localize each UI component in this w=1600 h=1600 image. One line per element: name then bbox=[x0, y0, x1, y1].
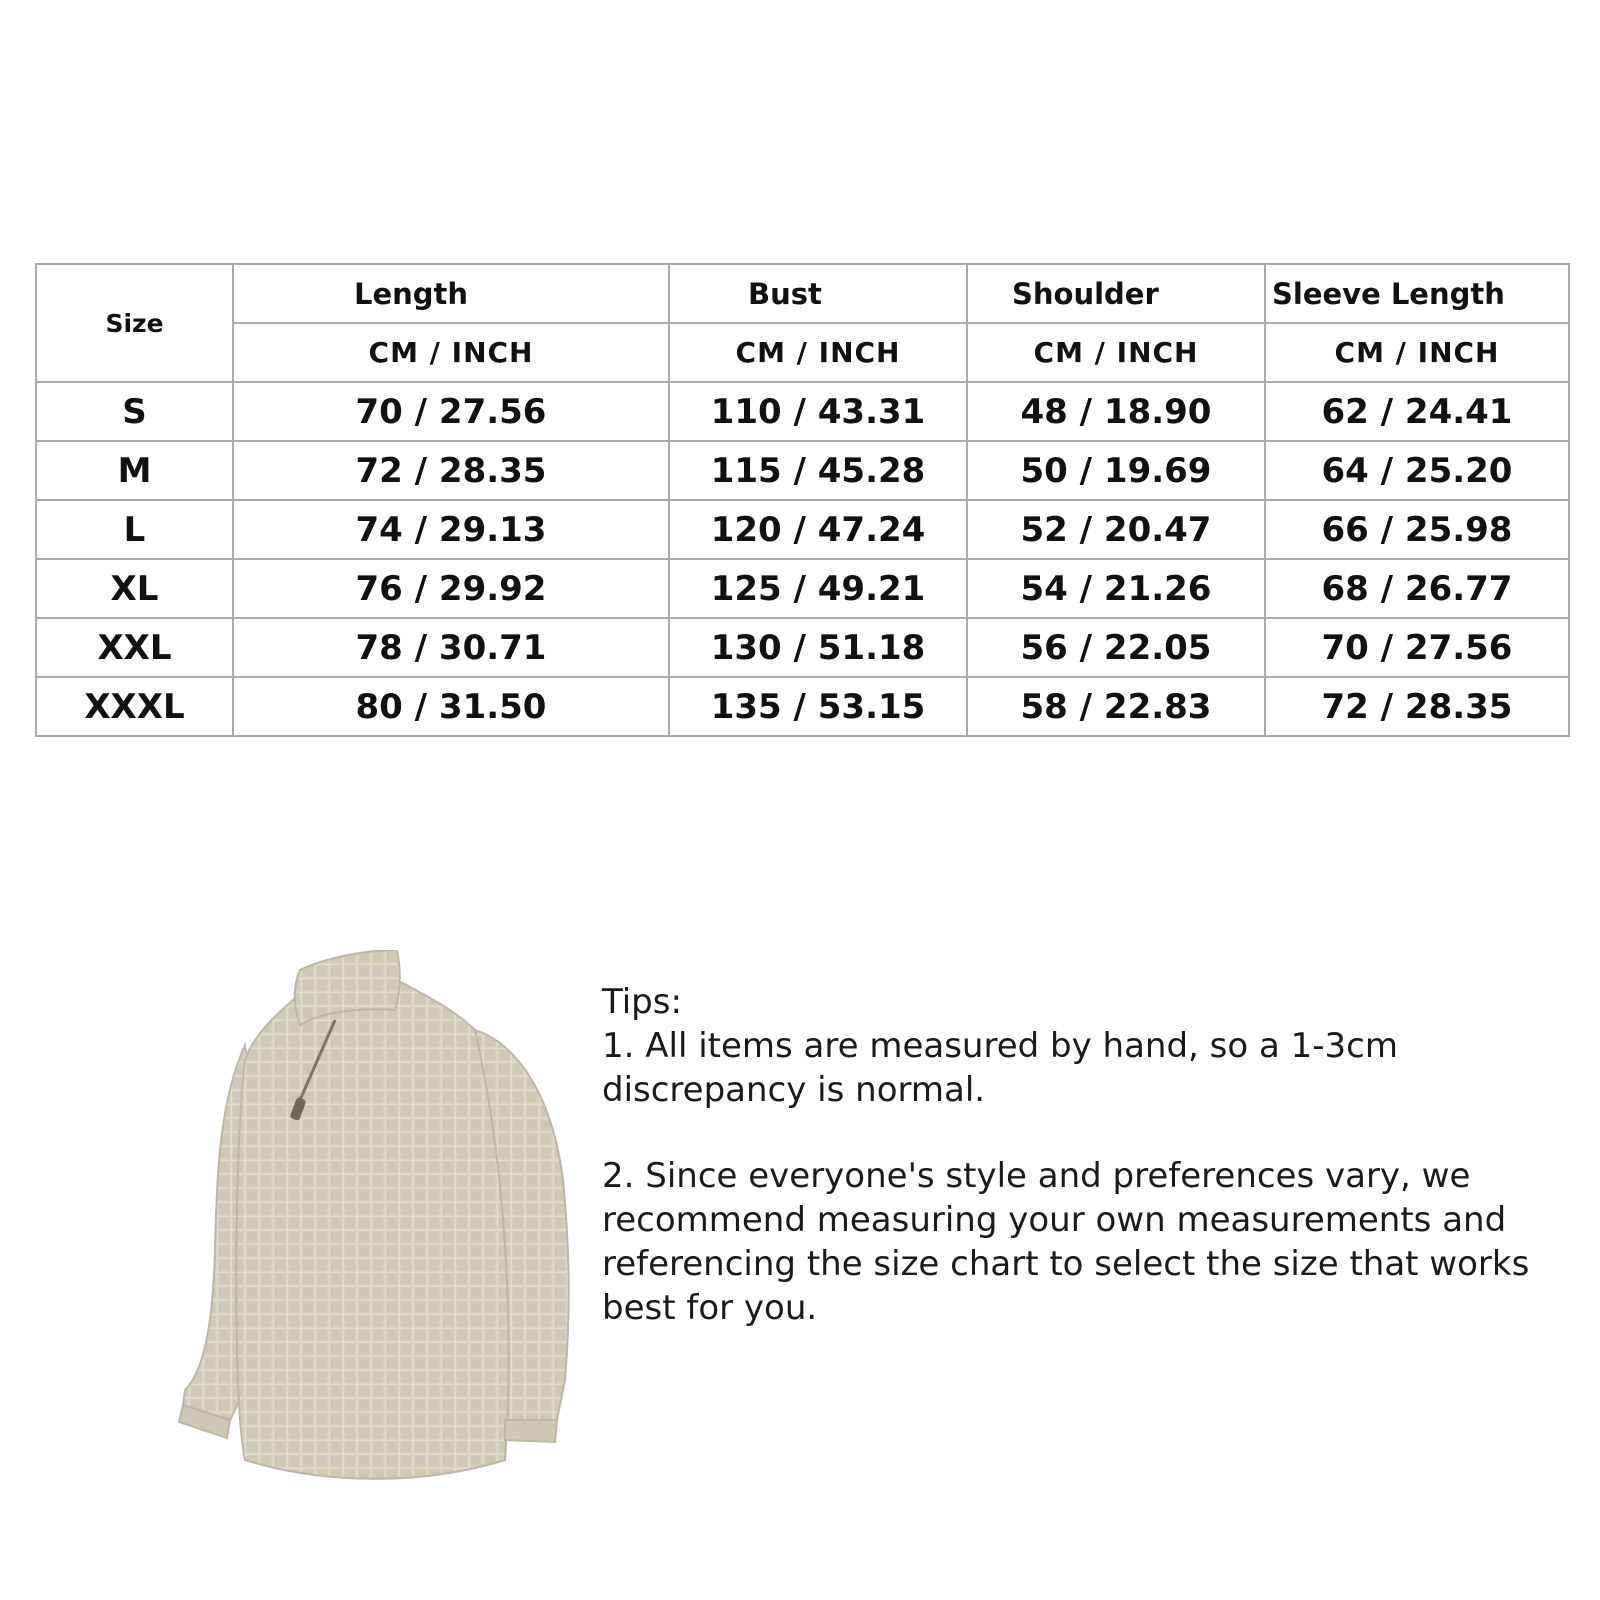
tips-heading: Tips: bbox=[602, 982, 682, 1022]
size-chart-table bbox=[35, 263, 1570, 737]
bust-cell: 110 / 43.31 bbox=[669, 382, 967, 441]
bust-cell: 135 / 53.15 bbox=[669, 677, 967, 736]
length-cell: 70 / 27.56 bbox=[233, 382, 669, 441]
shoulder-cell: 48 / 18.90 bbox=[967, 382, 1265, 441]
sleeve-length-cell: 70 / 27.56 bbox=[1265, 618, 1569, 677]
length-unit: CM / INCH bbox=[233, 323, 669, 382]
length-cell: 78 / 30.71 bbox=[233, 618, 669, 677]
shoulder-cell: 56 / 22.05 bbox=[967, 618, 1265, 677]
table-row bbox=[36, 559, 1569, 618]
bust-cell: 120 / 47.24 bbox=[669, 500, 967, 559]
sleeve-length-cell: 72 / 28.35 bbox=[1265, 677, 1569, 736]
table-row bbox=[36, 618, 1569, 677]
shoulder-cell: 54 / 21.26 bbox=[967, 559, 1265, 618]
sleeve-length-cell: 66 / 25.98 bbox=[1265, 500, 1569, 559]
size-cell: XL bbox=[36, 559, 233, 618]
bust-unit: CM / INCH bbox=[669, 323, 967, 382]
size-cell: XXL bbox=[36, 618, 233, 677]
quarter-zip-sweater-icon bbox=[175, 950, 595, 1490]
size-header: Size bbox=[36, 264, 233, 382]
table-row bbox=[36, 441, 1569, 500]
length-cell: 76 / 29.92 bbox=[233, 559, 669, 618]
shoulder-unit: CM / INCH bbox=[967, 323, 1265, 382]
sleeve-length-cell: 62 / 24.41 bbox=[1265, 382, 1569, 441]
bust-cell: 125 / 49.21 bbox=[669, 559, 967, 618]
shoulder-cell: 52 / 20.47 bbox=[967, 500, 1265, 559]
bust-header: Bust bbox=[669, 264, 967, 323]
sleeve-length-header: Sleeve Length bbox=[1265, 264, 1569, 323]
length-cell: 74 / 29.13 bbox=[233, 500, 669, 559]
shoulder-cell: 58 / 22.83 bbox=[967, 677, 1265, 736]
shoulder-cell: 50 / 19.69 bbox=[967, 441, 1265, 500]
table-row bbox=[36, 500, 1569, 559]
bust-cell: 130 / 51.18 bbox=[669, 618, 967, 677]
table-row bbox=[36, 677, 1569, 736]
shoulder-header: Shoulder bbox=[967, 264, 1265, 323]
table-row bbox=[36, 382, 1569, 441]
sleeve-length-cell: 64 / 25.20 bbox=[1265, 441, 1569, 500]
size-cell: S bbox=[36, 382, 233, 441]
tip-item-2: 2. Since everyone's style and preferences vary, we recommend measuring your own measurements and referencing the size chart to select the size that works best for you. bbox=[602, 1156, 1530, 1328]
size-cell: M bbox=[36, 441, 233, 500]
length-cell: 72 / 28.35 bbox=[233, 441, 669, 500]
length-header: Length bbox=[233, 264, 669, 323]
sleeve-length-unit: CM / INCH bbox=[1265, 323, 1569, 382]
sleeve-length-cell: 68 / 26.77 bbox=[1265, 559, 1569, 618]
length-cell: 80 / 31.50 bbox=[233, 677, 669, 736]
tip-item-1: 1. All items are measured by hand, so a 1-3cm discrepancy is normal. bbox=[602, 1026, 1398, 1110]
bust-cell: 115 / 45.28 bbox=[669, 441, 967, 500]
size-cell: L bbox=[36, 500, 233, 559]
tips-section bbox=[602, 980, 1562, 1330]
size-cell: XXXL bbox=[36, 677, 233, 736]
